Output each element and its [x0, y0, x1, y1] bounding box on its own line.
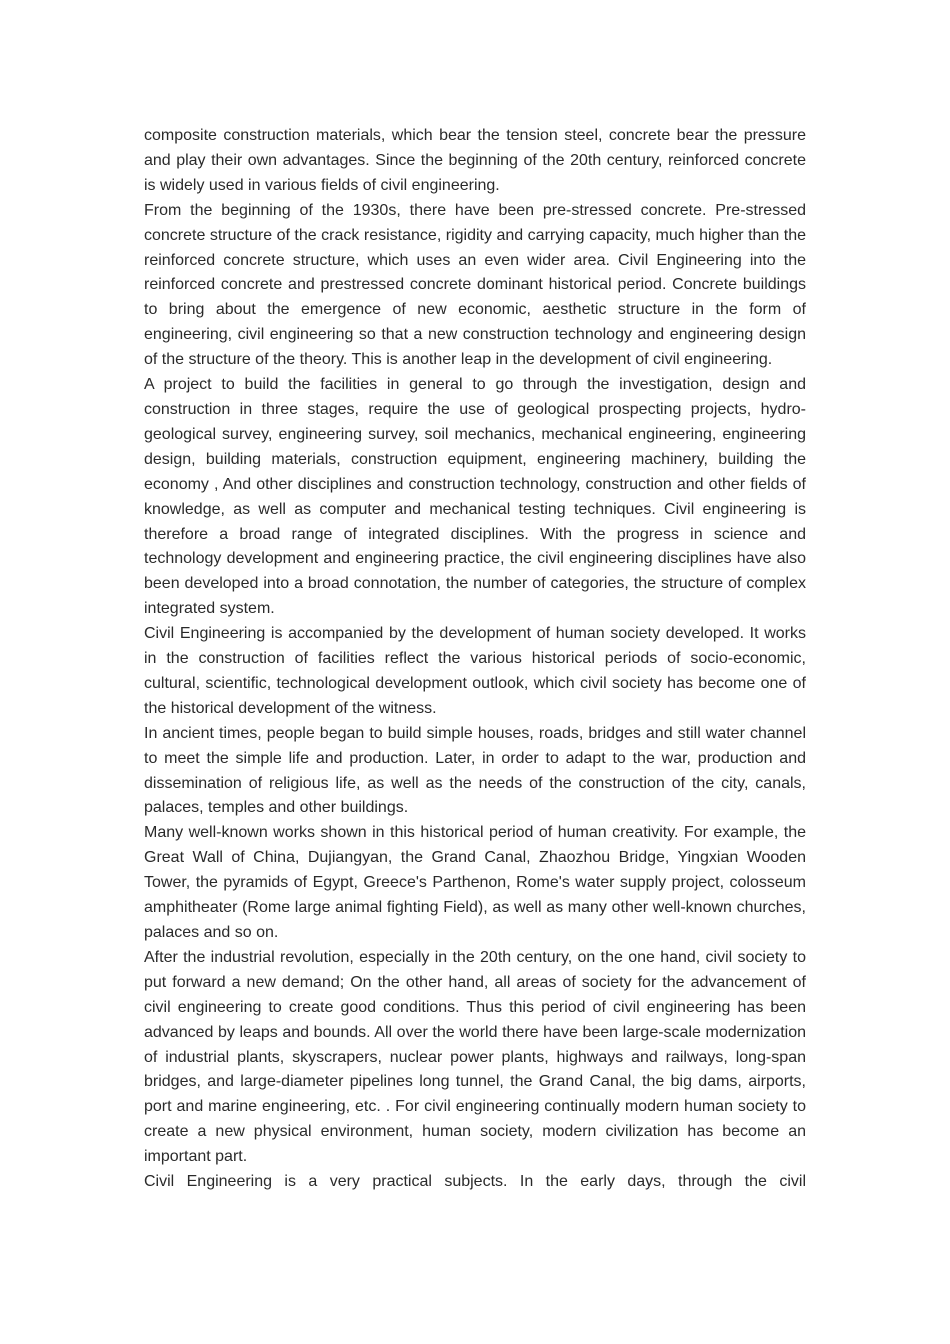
paragraph-well-known-works: Many well-known works shown in this historical period of human creativity. For example, the Great Wall of China, Dujiangyan, the Grand Canal, Zhaozhou Bridge, Yingxian Wooden Tower, the pyramids of Egypt, Greece's Parthenon, Rome's water supply project, colosseum amphitheater (Rome large animal fighting Field), as well as many other well-known churches, palaces and so on.: [144, 824, 806, 941]
body-text: [144, 124, 806, 1195]
paragraph-practical-subjects: Civil Engineering is a very practical subjects. In the early days, through the civil: [144, 1173, 806, 1191]
paragraph-composite-materials: composite construction materials, which bear the tension steel, concrete bear the pressure and play their own advantages. Since the beginning of the 20th century, reinforced concrete is widely used in various fields of civil engineering.: [144, 127, 806, 194]
paragraph-project-stages: A project to build the facilities in general to go through the investigation, design and construction in three stages, require the use of geological prospecting projects, hydro-geological survey, engineering survey, soil mechanics, mechanical engineering, engineering design, building materials, construction equipment, engineering machinery, building the economy , And other disciplines and construction technology, construction and other fields of knowledge, as well as computer and mechanical testing techniques. Civil engineering is therefore a broad range of integrated disciplines. With the progress in science and technology development and engineering practice, the civil engineering disciplines have also been developed into a broad connotation, the number of categories, the structure of complex integrated system.: [144, 376, 806, 618]
paragraph-industrial-revolution: After the industrial revolution, especially in the 20th century, on the one hand, civil society to put forward a new demand; On the other hand, all areas of society for the advancement of civil engineering to create good conditions. Thus this period of civil engineering has been advanced by leaps and bounds. All over the world there have been large-scale modernization of industrial plants, skyscrapers, nuclear power plants, highways and railways, long-span bridges, and large-diameter pipelines long tunnel, the Grand Canal, the big dams, airports, port and marine engineering, etc. . For civil engineering continually modern human society to create a new physical environment, human society, modern civilization has become an important part.: [144, 948, 806, 1166]
paragraph-ancient-times: In ancient times, people began to build simple houses, roads, bridges and still water channel to meet the simple life and production. Later, in order to adapt to the war, production and dissemination of religious life, as well as the needs of the construction of the city, canals, palaces, temples and other buildings.: [144, 724, 806, 817]
paragraph-prestressed-concrete: From the beginning of the 1930s, there have been pre-stressed concrete. Pre-stressed concrete structure of the crack resistance, rigidity and carrying capacity, much higher than the reinforced concrete structure, which uses an even wider area. Civil Engineering into the reinforced concrete and prestressed concrete dominant historical period. Concrete buildings to bring about the emergence of new economic, aesthetic structure in the form of engineering, civil engineering so that a new construction technology and engineering design of the structure of the theory. This is another leap in the development of civil engineering.: [144, 201, 806, 369]
paragraph-human-society: Civil Engineering is accompanied by the development of human society developed. It works in the construction of facilities reflect the various historical periods of socio-economic, cultural, scientific, technological development outlook, which civil society has become one of the historical development of the witness.: [144, 625, 806, 717]
